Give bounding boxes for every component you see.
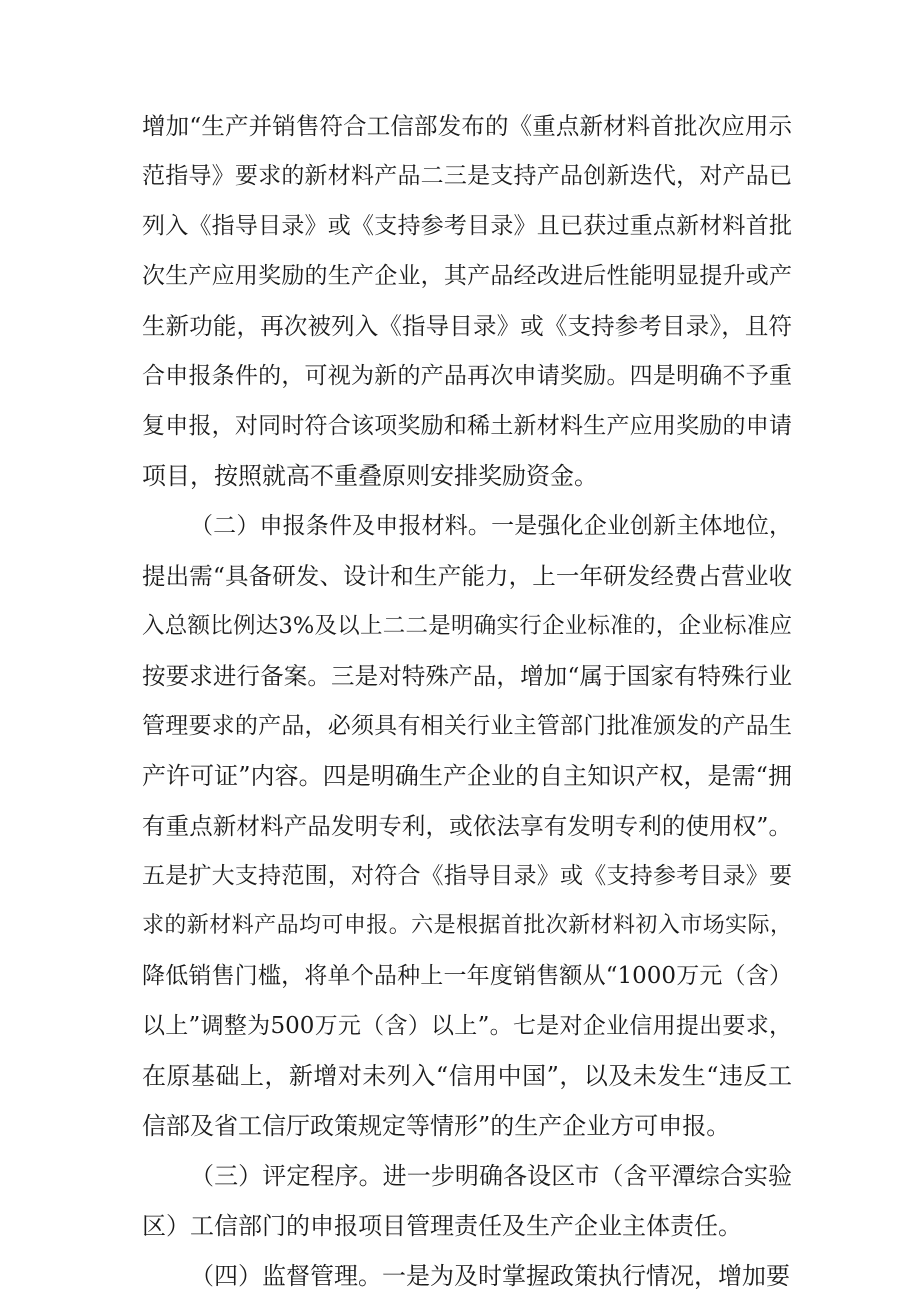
text-line: 信部及省工信厅政策规定等情形”的生产企业方可申报。 <box>142 1112 731 1140</box>
text-line: 按要求进行备案。三是对特殊产品，增加“属于国家有特殊行业 <box>142 662 792 690</box>
text-line: 在原基础上，新增对未列入“信用中国”，以及未发生“违反工 <box>142 1062 792 1090</box>
text-line: 以上”调整为500万元（含）以上”。七是对企业信用提出要求， <box>142 1013 792 1039</box>
text-line: 五是扩大支持范围，对符合《指导目录》或《支持参考目录》要 <box>142 863 792 889</box>
paragraph-heading-line: （二）申报条件及申报材料。一是强化企业创新主体地位， <box>190 513 792 539</box>
text-line: 合申报条件的，可视为新的产品再次申请奖励。四是明确不予重 <box>142 363 792 389</box>
text-line: 项目，按照就高不重叠原则安排奖励资金。 <box>142 462 598 490</box>
text-line: 入总额比例达3%及以上二二是明确实行企业标准的，企业标准应 <box>142 613 792 639</box>
text-line: 产许可证”内容。四是明确生产企业的自主知识产权，是需“拥 <box>142 762 792 790</box>
text-line: 复申报，对同时符合该项奖励和稀土新材料生产应用奖励的申请 <box>142 413 792 439</box>
text-line: 提出需“具备研发、设计和生产能力，上一年研发经费占营业收 <box>142 562 792 590</box>
text-line: 次生产应用奖励的生产企业，其产品经改进后性能明显提升或产 <box>142 263 792 289</box>
text-line: 求的新材料产品均可申报。六是根据首批次新材料初入市场实际， <box>142 913 792 938</box>
text-line: 列入《指导目录》或《支持参考目录》且已获过重点新材料首批 <box>142 213 792 239</box>
text-line: 增加“生产并销售符合工信部发布的《重点新材料首批次应用示 <box>142 112 792 140</box>
text-line: 范指导》要求的新材料产品二三是支持产品创新迭代，对产品已 <box>142 163 792 189</box>
text-line: 区）工信部门的申报项目管理责任及生产企业主体责任。 <box>142 1212 742 1240</box>
paragraph-heading-line: （三）评定程序。进一步明确各设区市（含平潭综合实验 <box>190 1162 792 1190</box>
text-line: 管理要求的产品，必须具有相关行业主管部门批准颁发的产品生 <box>142 713 792 739</box>
paragraph-heading-line: （四）监督管理。一是为及时掌握政策执行情况，增加要 <box>190 1262 790 1290</box>
text-line: 降低销售门槛，将单个品种上一年度销售额从“1000万元（含） <box>142 963 792 989</box>
text-line: 有重点新材料产品发明专利，或依法享有发明专利的使用权”。 <box>142 812 792 840</box>
text-line: 生新功能，再次被列入《指导目录》或《支持参考目录》，且符 <box>142 312 792 340</box>
